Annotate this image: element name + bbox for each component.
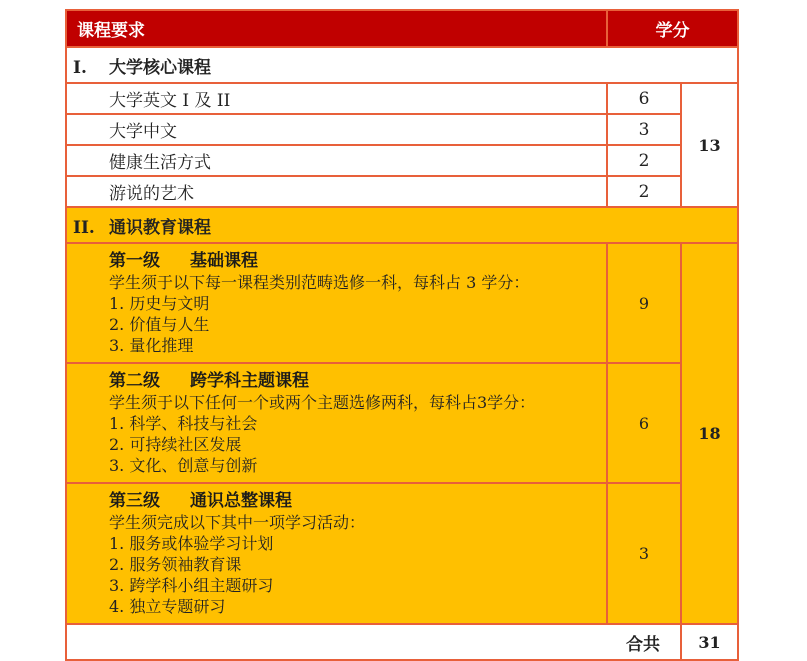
level-description: 学生须于以下每一课程类别范畴选修一科，每科占 3 学分： — [109, 273, 530, 292]
section-2-title: 通识教育课程 — [109, 217, 211, 238]
level-label: 第三级 — [109, 491, 160, 511]
level-3-row — [66, 483, 738, 624]
level-label: 第一级 — [109, 251, 160, 271]
header-credit: 学分 — [607, 10, 738, 47]
level-name: 基础课程 — [190, 251, 258, 271]
course-requirements-table — [65, 9, 739, 661]
course-credit: 2 — [607, 176, 681, 207]
course-name: 大学中文 — [66, 114, 607, 145]
table-row — [66, 176, 738, 207]
level-description: 学生须完成以下其中一项学习活动： — [109, 513, 366, 532]
course-credit: 6 — [607, 83, 681, 114]
grand-total-value: 31 — [681, 624, 738, 660]
level-label: 第二级 — [109, 371, 160, 391]
table-header-row — [66, 10, 738, 47]
section-2-heading — [66, 207, 738, 243]
level-3-title — [109, 491, 606, 512]
list-item: 2. 价值与人生 — [109, 315, 210, 334]
level-1-credit: 9 — [607, 243, 681, 363]
section-2-row — [66, 207, 738, 243]
level-description: 学生须于以下任何一个或两个主题选修两科，每科占3学分： — [109, 393, 536, 412]
list-item: 3. 跨学科小组主题研习 — [109, 576, 274, 595]
level-2-row — [66, 363, 738, 483]
header-title: 课程要求 — [66, 10, 607, 47]
level-1-row — [66, 243, 738, 363]
section-1-total: 13 — [681, 83, 738, 207]
course-name: 游说的艺术 — [66, 176, 607, 207]
course-credit: 2 — [607, 145, 681, 176]
list-item: 2. 可持续社区发展 — [109, 435, 242, 454]
level-3-content — [66, 483, 607, 624]
table-row — [66, 114, 738, 145]
table-row — [66, 145, 738, 176]
level-1-title — [109, 251, 606, 272]
list-item: 1. 服务或体验学习计划 — [109, 534, 274, 553]
section-2-number: II. — [73, 217, 95, 238]
level-name: 通识总整课程 — [190, 491, 292, 511]
section-1-title: 大学核心课程 — [109, 57, 211, 78]
table-row — [66, 83, 738, 114]
level-2-title — [109, 371, 606, 392]
list-item: 1. 科学、科技与社会 — [109, 414, 258, 433]
course-name: 大学英文 I 及 II — [66, 83, 607, 114]
section-1-number: I. — [73, 57, 87, 78]
list-item: 2. 服务领袖教育课 — [109, 555, 242, 574]
list-item: 4. 独立专题研习 — [109, 597, 226, 616]
level-2-credit: 6 — [607, 363, 681, 483]
grand-total-row — [66, 624, 738, 660]
list-item: 3. 文化、创意与创新 — [109, 456, 258, 475]
level-2-content — [66, 363, 607, 483]
grand-total-label: 合共 — [66, 624, 681, 660]
level-name: 跨学科主题课程 — [190, 371, 309, 391]
course-name: 健康生活方式 — [66, 145, 607, 176]
section-1-row — [66, 47, 738, 83]
level-3-credit: 3 — [607, 483, 681, 624]
list-item: 1. 历史与文明 — [109, 294, 210, 313]
section-1-heading — [66, 47, 738, 83]
level-1-content — [66, 243, 607, 363]
section-2-total: 18 — [681, 243, 738, 624]
list-item: 3. 量化推理 — [109, 336, 194, 355]
course-credit: 3 — [607, 114, 681, 145]
